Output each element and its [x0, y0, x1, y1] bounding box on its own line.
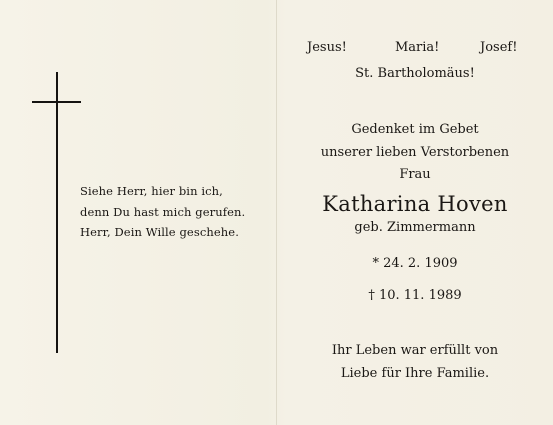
- birth-date: * 24. 2. 1909: [372, 256, 458, 271]
- invocation-jesus: Jesus!: [307, 40, 347, 55]
- verse-line: Siehe Herr, hier bin ich,: [80, 184, 223, 198]
- invocation-josef: Josef!: [480, 40, 518, 55]
- verse-line: Herr, Dein Wille geschehe.: [80, 225, 239, 239]
- prayer-line-2: unserer lieben Verstorbenen: [320, 145, 510, 160]
- cross-horizontal-beam: [32, 101, 81, 103]
- deceased-name: Katharina Hoven: [322, 192, 508, 216]
- prayer-line-1: Gedenket im Gebet: [351, 122, 479, 137]
- maiden-name: geb. Zimmermann: [354, 220, 476, 235]
- prayer-line-3: Frau: [399, 167, 431, 182]
- closing-line-1: Ihr Leben war erfüllt von: [331, 343, 499, 358]
- cross-vertical-beam: [56, 72, 58, 353]
- verse-block: [80, 181, 270, 243]
- verse-line: denn Du hast mich gerufen.: [80, 204, 246, 219]
- invocation-maria: Maria!: [395, 40, 440, 55]
- death-date: † 10. 11. 1989: [368, 288, 462, 303]
- closing-line-2: Liebe für Ihre Familie.: [340, 366, 490, 381]
- saint-line: St. Bartholomäus!: [355, 66, 475, 81]
- right-panel: [277, 0, 553, 425]
